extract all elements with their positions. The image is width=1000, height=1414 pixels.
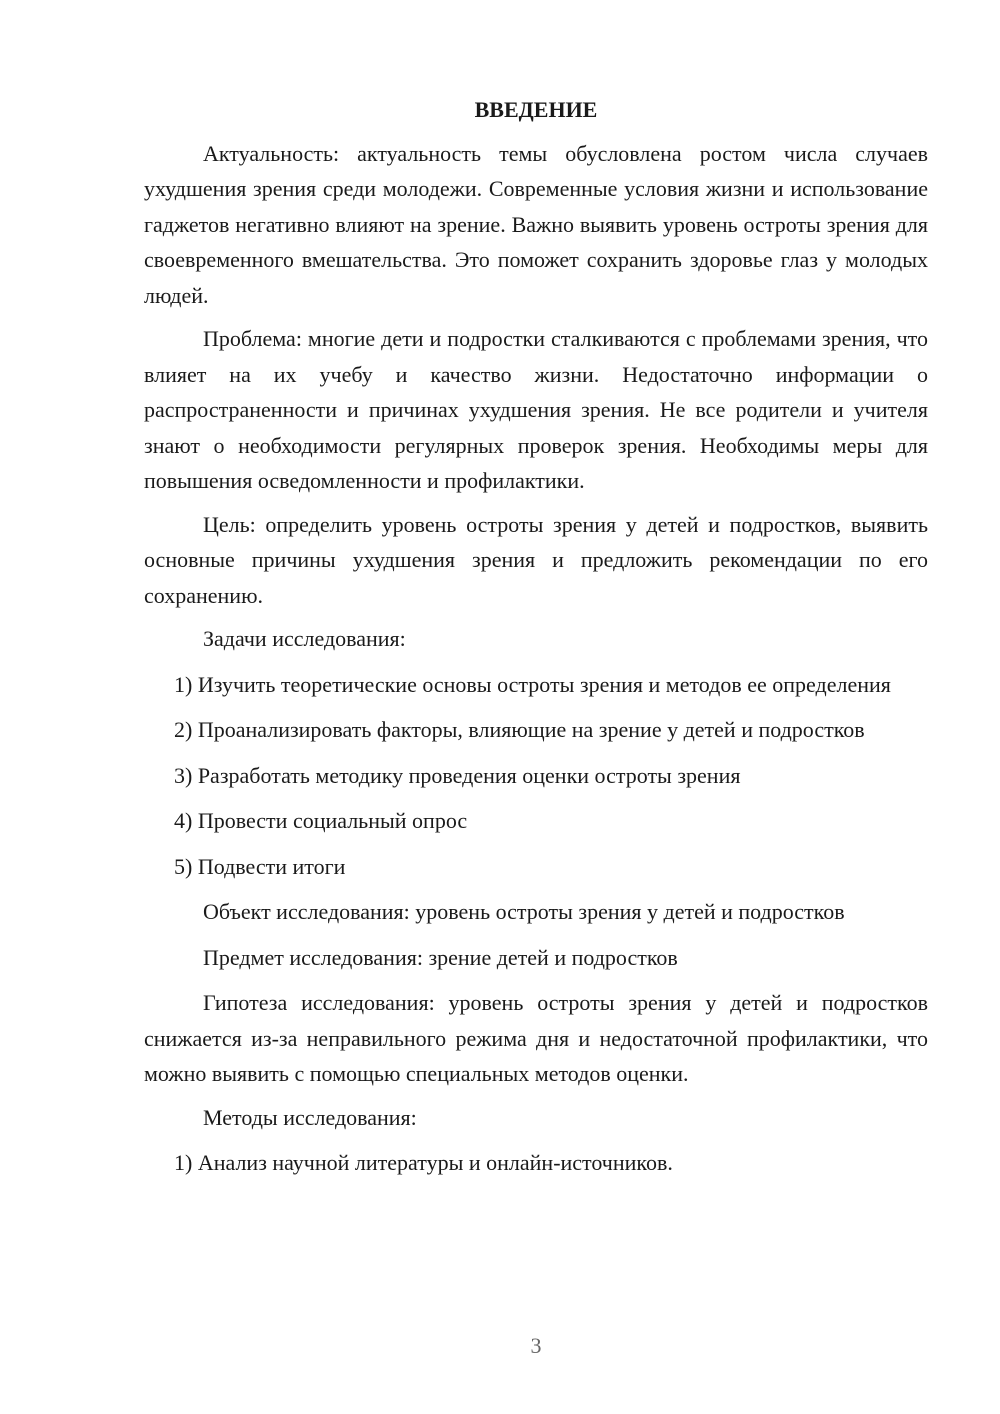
subject-paragraph: Предмет исследования: зрение детей и подростков [203,944,678,970]
problem-paragraph: Проблема: многие дети и подростки сталкиваются с проблемами зрения, что влияет на их учебу и качество жизни. Недостаточно информации о распространенности и причинах ухудшения зрения. Не все родители и учителя знают о необходимости регулярных проверок зрения. Необходимы меры для повышения осведомленности и профилактики. [144,326,928,493]
object-paragraph: Объект исследования: уровень остроты зрения у детей и подростков [203,899,845,924]
page-title: ВВЕДЕНИЕ [474,97,598,122]
methods-heading: Методы исследования: [203,1104,417,1130]
tasks-heading: Задачи исследования: [203,626,406,651]
relevance-paragraph: Актуальность: актуальность темы обусловлена ростом числа случаев ухудшения зрения среди молодежи. Современные условия жизни и использование гаджетов негативно влияют на зрение. Важно выявить уровень остроты зрения для своевременного вмешательства. Это поможет сохранить здоровье глаз у молодых людей. [144,140,928,308]
task-item: 1) Изучить теоретические основы остроты зрения и методов ее определения [174,671,891,697]
task-item: 2) Проанализировать факторы, влияющие на зрение у детей и подростков [174,717,865,742]
hypothesis-paragraph: Гипотеза исследования: уровень остроты зрения у детей и подростков снижается из-за неправильного режима дня и недостаточной профилактики, что можно выявить с помощью специальных методов оценки. [144,990,928,1086]
method-item: 1) Анализ научной литературы и онлайн-источников. [174,1150,673,1175]
page-number: 3 [530,1333,542,1358]
task-item: 3) Разработать методику проведения оценки остроты зрения [174,762,741,788]
page-content [144,92,928,1191]
task-item: 4) Провести социальный опрос [174,808,468,833]
goal-paragraph: Цель: определить уровень остроты зрения у детей и подростков, выявить основные причины ухудшения зрения и предложить рекомендации по его сохранению. [144,511,928,608]
task-item: 5) Подвести итоги [174,853,346,879]
